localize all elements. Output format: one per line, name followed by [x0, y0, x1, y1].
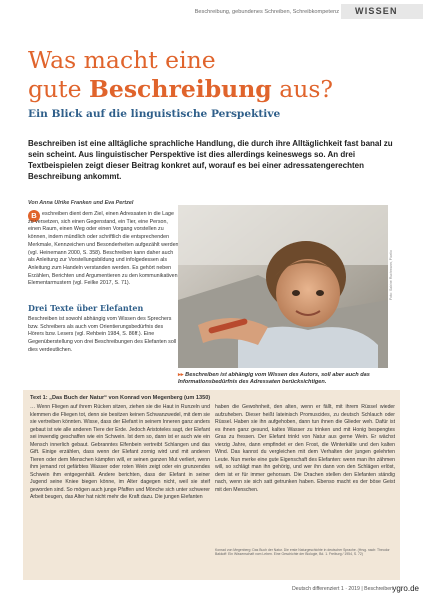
title-pre: gute	[28, 75, 89, 103]
watermark: ygro.de	[392, 584, 419, 593]
quote-box-title: Text 1: „Das Buch der Natur“ von Konrad von Megenberg (um 1350)	[30, 395, 211, 401]
quote-box-left-column: … Wenn Fliegen auf ihrem Rücken sitzen, ziehen sie die Haut in Runzeln und klemmen die Fliegen tot, denn sie besitzen keinen Schwanzwedel, mit dem sie sie vertreiben könnten. Wisse, dass der Elefant in seinem Inneren ganz anders gebaut ist wie alle anderen Tiere der Erde. Jedoch Aristoteles sagt, der Elefant sei inwendig geschaffen wie ein Schwein. Ist dem so, dann ist er auch wie ein Mensch innerlich gebaut. Gebranntes Elfenbein vertreibt Schlangen und das Gift. Einige erzählen, dass wenn der Elefant zornig wird und mit anderen Tieren oder dem Menschen kämpfen will, er seinen ganzen Mut verliert, wenn ihm jemand rot gefärbtes Wasser oder roten Wein zeigt oder ein grunzendes Schwein ihm entgegenhält. Andere berichten, dass der Elefant in seiner Jugend seine Kniee biegen könne, im Alter dagegen nicht, weil sie steif geworden sind. So mögen auch junge Pfaffen und Mönche sich unter schwerer Arbeit beugen, das Alter hat nicht mehr die Kraft dazu. Die jungen Elefanten	[30, 404, 210, 500]
section-tab	[341, 4, 423, 19]
caption-arrows-icon: ▸▸	[178, 372, 184, 378]
section-label: WISSEN	[355, 6, 398, 16]
photo-child	[178, 205, 388, 368]
section-heading: Drei Texte über Elefanten	[28, 303, 144, 313]
title-bold: Beschreibung	[89, 75, 272, 103]
byline: Von Anna Ulrike Franken und Eva Pertzel	[28, 200, 134, 206]
drop-cap: B	[28, 210, 40, 222]
quote-box-right-column: haben die Gewohnheit, den alten, wenn er fällt, mit ihrem Rüssel wieder aufzuheben. Dieser heißt lateinisch Promuscides, zu deutsch Schlauch oder Rüssel. Haben sie ihn aufgehoben, dann tun ihnen die Glieder weh. Dafür ist es ihnen ganz gesund, kaltes Wasser zu trinken und mit Honig bespengtes Gras zu fressen. Der Elefant trinkt von Natur aus gerne Wein. Er wächst vierzig Jahre, dann empfindet er den Frost, die Winterkälte und den kalten Wind. Das kannst du vergleichen mit dem Verhalten der jungen gelehrten Leute. Nun merke eine gute Eigenschaft des Elefanten: wenn man ihn zähmen will, so schlägt man ihn gehörig, und wer ihn dann von den Schlägen erlöst, dem ist er für immer gehorsam. Die Drachen stellen den Elefanten ständig nach, wenn sie sich satt getrunken haben. Ebenso macht es der böse Geist mit den Menschen.	[215, 404, 395, 493]
title-line-2	[28, 75, 418, 104]
page-title	[28, 46, 418, 104]
header-topics: Beschreibung, gebundenes Schreiben, Schreibkompetenz	[194, 9, 339, 15]
page-footer: Deutsch differenziert 1 · 2019 | Beschreiben	[291, 586, 393, 592]
page-subtitle: Ein Blick auf die linguistische Perspektive	[28, 108, 281, 120]
body-paragraph-2: Beschreiben ist sowohl abhängig vom Wissen des Sprechers bzw. Schreibers als auch vom Orientierungsbedürfnis des Hörers bzw. Lesers (vgl. Rehbein 1984, S. 86ff.). Eine Gegenüberstellung von drei Beschreibungen des Elefanten soll dies verdeutlichen.	[28, 316, 177, 353]
photo-credit: Foto: Sabine Ruchmann, Pixelio	[389, 250, 393, 300]
title-line-1: Was macht eine	[28, 46, 216, 74]
lead-paragraph: Beschreiben ist eine alltägliche sprachliche Handlung, die durch ihre Alltäglichkeit fast banal zu sein scheint. Aus linguistischer Perspektive ist dies allerdings keineswegs so. An drei Textbeispielen zeigt dieser Beitrag konkret auf, worauf es bei einer adressatengerechten Beschreibung ankommt.	[28, 139, 393, 181]
photo-caption	[178, 372, 393, 386]
title-post: aus?	[271, 75, 334, 103]
caption-text: Beschreiben ist abhängig vom Wissen des Autors, soll aber auch das Informationsbedürfnis des Adressaten berücksichtigen.	[178, 372, 370, 386]
quote-source: Konrad von Megenberg: Das Buch der Natur. Die erste Naturgeschichte in deutscher Sprache. (Hrsg. nach: Theodor Bakkoff: Ein Wissenschaft vom Leben. Eine Geschichte der Biologie, Bd. 1. Freiburg / 1954, S. 72)	[215, 548, 390, 557]
photo-illustration	[178, 205, 388, 368]
body-paragraph-1: eschreiben dient dem Ziel, einen Adressaten in die Lage zu versetzen, sich einen Gegenstand, ein Tier, eine Person, einen Raum, einen Weg oder einen Vorgang vorstellen zu können, indem mündlich oder schriftlich die entsprechenden Merkmale, Kennzeichen und Besonderheiten aufgezählt werden (vgl. Heinemann 2000, S. 358). Beschreiben kann daher auch als Anleitung zur Vorstellungsbildung und infolgedessen als Anleitung zum Handeln verstanden werden. Es gehört neben Erzählen, Berichten und Argumentieren zu den kommunikativen Elementarmustern (vgl. Feilke 2017, S. 71).	[28, 211, 179, 287]
